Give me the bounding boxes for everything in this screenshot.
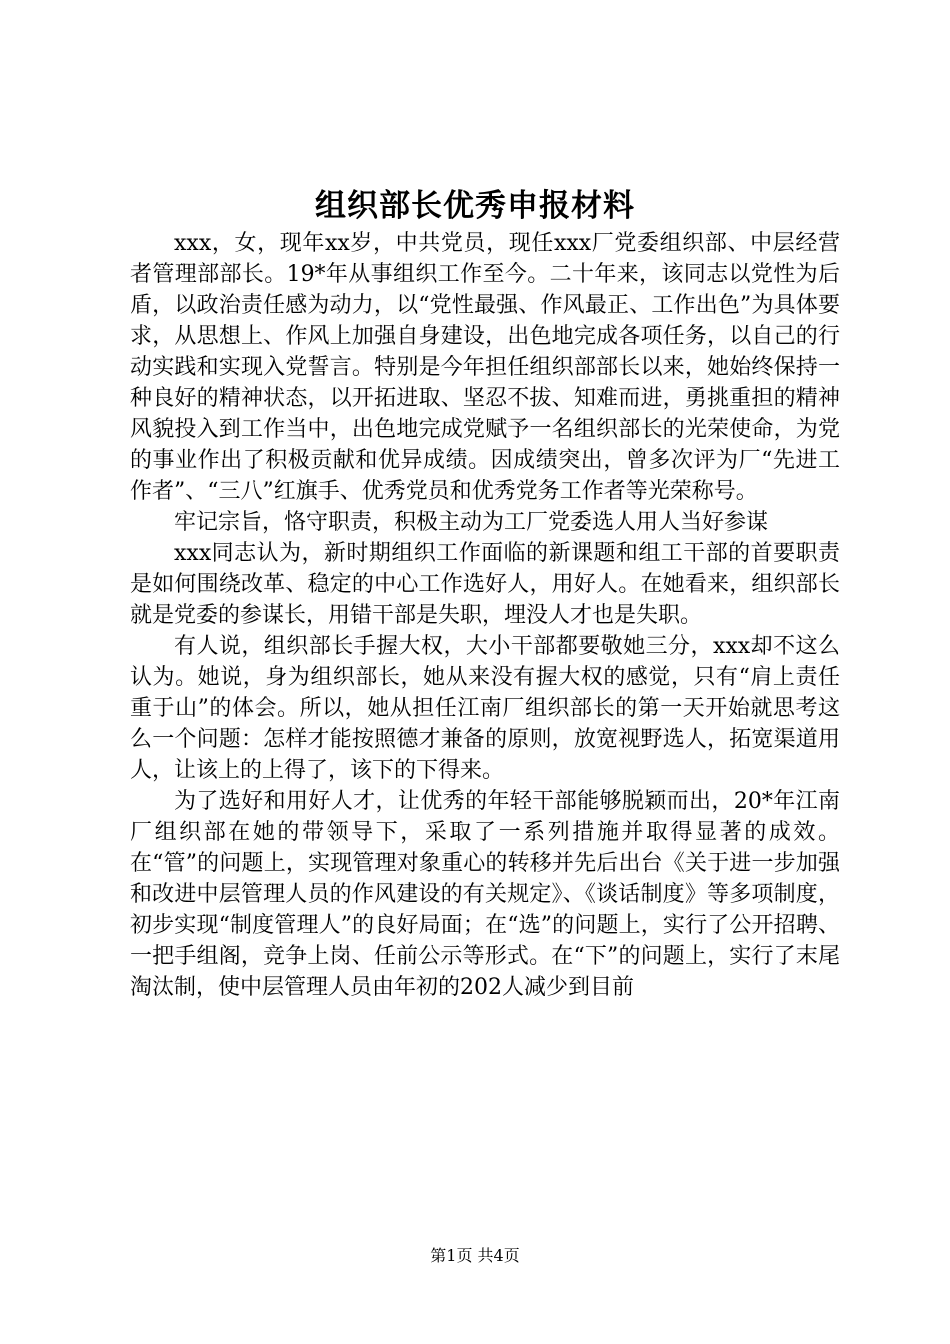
- paragraph-duty: xxx同志认为，新时期组织工作面临的新课题和组工干部的首要职责是如何围绕改革、稳定的中心工作选好人，用好人。在她看来，组织部长就是党委的参谋长，用错干部是失职，埋没人才也是失职。: [130, 541, 840, 628]
- document-title: 组织部长优秀申报材料: [315, 188, 635, 224]
- paragraph-section-heading: 牢记宗旨，恪守职责，积极主动为工厂党委选人用人当好参谋: [174, 510, 769, 535]
- document-body: [130, 228, 840, 1003]
- paragraph-intro: xxx，女，现年xx岁，中共党员，现任xxx厂党委组织部、中层经营者管理部部长。19*年从事组织工作至今。二十年来，该同志以党性为后盾，以政治责任感为动力，以“党性最强、作风最正、工作出色”为具体要求，从思想上、作风上加强自身建设，出色地完成各项任务，以自己的行动实践和实现入党誓言。特别是今年担任组织部部长以来，她始终保持一种良好的精神状态，以开拓进取、坚忍不拔、知难而进，勇挑重担的精神风貌投入到工作当中，出色地完成党赋予一名组织部长的光荣使命，为党的事业作出了积极贡献和优异成绩。因成绩突出，曾多次评为厂“先进工作者”、“三八”红旗手、优秀党员和优秀党务工作者等光荣称号。: [130, 231, 840, 504]
- page-number-footer: 第1页 共4页: [430, 1246, 520, 1265]
- paragraph-measures: 为了选好和用好人才，让优秀的年轻干部能够脱颖而出，20*年江南厂组织部在她的带领导下，采取了一系列措施并取得显著的成效。在“管”的问题上，实现管理对象重心的转移并先后出台《关于进一步加强和改进中层管理人员的作风建设的有关规定》、《谈话制度》等多项制度，初步实现“制度管理人”的良好局面；在“选”的问题上，实行了公开招聘、一把手组阁，竞争上岗、任前公示等形式。在“下”的问题上，实行了末尾淘汰制，使中层管理人员由年初的202人减少到目前: [130, 789, 840, 1000]
- paragraph-power: 有人说，组织部长手握大权，大小干部都要敬她三分，xxx却不这么认为。她说，身为组织部长，她从来没有握大权的感觉，只有“肩上责任重于山”的体会。所以，她从担任江南厂组织部长的第一天开始就思考这么一个问题：怎样才能按照德才兼备的原则，放宽视野选人，拓宽渠道用人，让该上的上得了，该下的下得来。: [130, 634, 840, 783]
